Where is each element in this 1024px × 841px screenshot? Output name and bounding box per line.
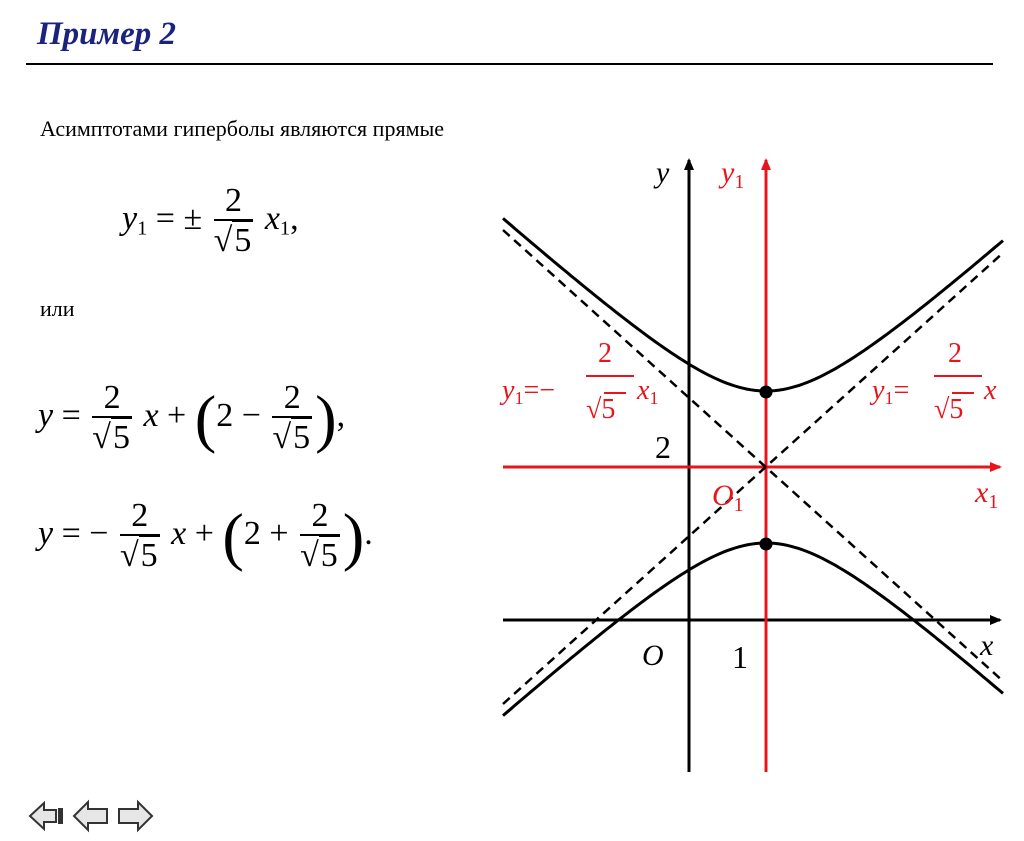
svg-text:y1=: y1= — [872, 375, 910, 408]
lower-vertex-point — [760, 538, 773, 551]
f3-numerator: 2 — [120, 498, 160, 536]
hyperbola-upper-branch — [503, 218, 1003, 391]
intro-text: Асимптотами гиперболы являются прямые — [40, 116, 445, 141]
svg-text:y1=−: y1=− — [502, 375, 556, 408]
f3-denominator: √5 — [119, 536, 158, 574]
f1-denominator: √5 — [213, 221, 252, 259]
f3-inner-op: + — [269, 515, 289, 553]
x-axis-label: x — [980, 629, 994, 662]
asymptote-negative-slope — [503, 230, 1004, 682]
f2-plus: + — [167, 397, 187, 435]
svg-text:2: 2 — [598, 338, 612, 369]
f2-inner-numerator: 2 — [272, 380, 312, 418]
f3-close-paren: ) — [342, 500, 365, 573]
previous-slide-arrow-icon[interactable] — [72, 799, 110, 833]
f1-op: = ± — [155, 200, 203, 238]
upper-vertex-point — [760, 386, 773, 399]
f1-lhs-sub: 1 — [137, 217, 148, 240]
f2-x: x — [143, 397, 159, 435]
right-asymptote-label — [869, 338, 997, 425]
f3-open-paren: ( — [222, 500, 244, 573]
or-text: или — [40, 296, 75, 321]
tick-two-label: 2 — [655, 429, 671, 465]
f3-inner-denominator: √5 — [300, 536, 338, 574]
f3-trail: . — [364, 515, 373, 553]
y-axis-label: y — [656, 156, 670, 189]
f2-open-paren: ( — [194, 382, 217, 455]
f2-inner-op: − — [241, 397, 261, 435]
first-slide-arrow-icon[interactable] — [28, 799, 66, 833]
left-asymptote-label — [499, 338, 658, 425]
f2-inner-denominator: √5 — [272, 418, 311, 456]
f3-inner-numerator: 2 — [300, 498, 340, 536]
f2-denominator: √5 — [92, 418, 130, 456]
f3-eq: = − — [61, 515, 109, 553]
svg-text:x: x — [984, 375, 997, 406]
y1-axis-label: $y_1$ — [721, 156, 745, 193]
o1-label: $O_1$ — [712, 479, 744, 516]
svg-text:x1: x1 — [637, 375, 659, 408]
f3-x: x — [171, 515, 187, 553]
f2-close-paren: ) — [315, 382, 337, 455]
f1-rhs: x — [264, 200, 280, 238]
slide-title: Пример 2 — [37, 16, 177, 52]
asymptote-positive-slope — [503, 252, 1004, 704]
x1-axis-label: $x_1$ — [975, 476, 999, 513]
svg-text:2: 2 — [948, 338, 962, 369]
f2-eq: = — [61, 397, 81, 435]
f3-plus: + — [194, 515, 214, 553]
f1-trail: , — [290, 200, 299, 238]
f2-const: 2 — [216, 397, 234, 435]
f3-const: 2 — [243, 515, 261, 553]
f1-numerator: 2 — [214, 183, 254, 221]
next-slide-arrow-icon[interactable] — [116, 799, 154, 833]
f1-rhs-sub: 1 — [279, 217, 291, 240]
f2-lhs: y — [38, 397, 54, 435]
slide-navigation — [28, 799, 154, 833]
f2-trail: , — [336, 397, 346, 435]
f3-lhs: y — [38, 515, 54, 553]
tick-one-label: 1 — [732, 639, 748, 675]
origin-label: O — [642, 639, 664, 672]
svg-text:√5: √5 — [586, 394, 616, 425]
f1-lhs: y — [122, 200, 138, 238]
svg-text:√5: √5 — [934, 394, 964, 425]
hyperbola-lower-branch — [503, 543, 1003, 716]
f2-numerator: 2 — [92, 380, 132, 418]
